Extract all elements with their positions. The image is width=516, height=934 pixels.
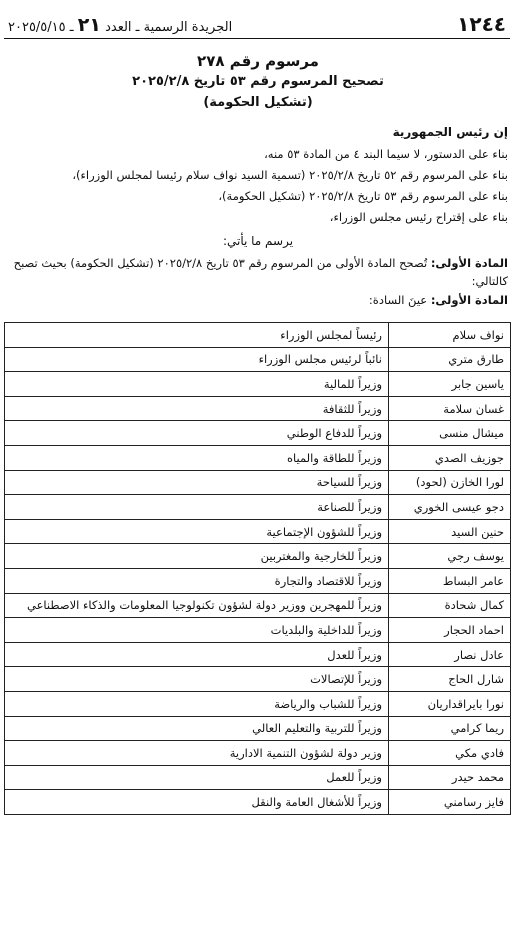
minister-role: وزيراً للطاقة والمياه	[5, 445, 389, 470]
table-row	[5, 445, 511, 470]
president-line: إن رئيس الجمهورية	[392, 125, 508, 139]
article-1-label: المادة الأولى:	[430, 256, 508, 270]
table-row	[5, 691, 511, 716]
article-2-label: المادة الأولى:	[430, 293, 508, 307]
minister-role: وزيراً للمالية	[5, 372, 389, 397]
decree-subject: (تشكيل الحكومة)	[203, 95, 313, 110]
table-row	[5, 372, 511, 397]
minister-role: وزيراً للصناعة	[5, 495, 389, 520]
journal-prefix: الجريدة الرسمية ـ العدد	[105, 20, 233, 35]
decree-title: مرسوم رقم ٢٧٨	[197, 52, 319, 70]
minister-role: وزيراً للعدل	[5, 642, 389, 667]
minister-name: كمال شحادة	[389, 593, 511, 618]
minister-name: احماد الحجار	[389, 618, 511, 643]
table-row	[5, 790, 511, 815]
minister-role: وزيراً للعمل	[5, 765, 389, 790]
minister-name: عادل نصار	[389, 642, 511, 667]
minister-name: ياسين جابر	[389, 372, 511, 397]
table-row	[5, 618, 511, 643]
minister-name: فايز رسامني	[389, 790, 511, 815]
table-row	[5, 323, 511, 348]
minister-role: وزيراً للداخلية والبلديات	[5, 618, 389, 643]
header-rule	[4, 38, 510, 39]
minister-name: محمد حيدر	[389, 765, 511, 790]
journal-name	[8, 14, 232, 36]
minister-name: فادي مكي	[389, 741, 511, 766]
minister-role: وزيراً للمهجرين ووزير دولة لشؤون تكنولوجيا المعلومات والذكاء الاصطناعي	[5, 593, 389, 618]
issue-date: ـ ٢٠٢٥/٥/١٥	[8, 20, 74, 35]
table-row	[5, 568, 511, 593]
minister-role: وزيراً للتربية والتعليم العالي	[5, 716, 389, 741]
article-1-text: تُصحح المادة الأولى من المرسوم رقم ٥٣ تاريخ ٢٠٢٥/٢/٨ (تشكيل الحكومة) بحيث تصبح كالتالي:	[13, 256, 508, 288]
table-row	[5, 470, 511, 495]
minister-name: طارق متري	[389, 347, 511, 372]
minister-name: عامر البساط	[389, 568, 511, 593]
article-2-text: عينَ السادة:	[368, 293, 428, 307]
minister-name: شارل الحاج	[389, 667, 511, 692]
table-row	[5, 347, 511, 372]
article-2	[369, 293, 508, 307]
page-header	[4, 12, 510, 38]
minister-role: نائباً لرئيس مجلس الوزراء	[5, 347, 389, 372]
table-row	[5, 495, 511, 520]
minister-role: وزيراً للخارجية والمغتربين	[5, 544, 389, 569]
table-row	[5, 421, 511, 446]
minister-role: وزير دولة لشؤون التنمية الادارية	[5, 741, 389, 766]
minister-role: وزيراً للشؤون الإجتماعية	[5, 519, 389, 544]
preamble-line: بناء على إقتراح رئيس مجلس الوزراء،	[329, 210, 508, 224]
minister-role: وزيراً للاقتصاد والتجارة	[5, 568, 389, 593]
minister-name: جوزيف الصدي	[389, 445, 511, 470]
minister-role: وزيراً للثقافة	[5, 396, 389, 421]
ministers-table	[4, 322, 511, 815]
minister-name: حنين السيد	[389, 519, 511, 544]
table-row	[5, 642, 511, 667]
minister-name: ريما كرامي	[389, 716, 511, 741]
issue-number: ٢١	[77, 14, 101, 36]
table-row	[5, 741, 511, 766]
minister-name: غسان سلامة	[389, 396, 511, 421]
minister-name: يوسف رجي	[389, 544, 511, 569]
table-row	[5, 716, 511, 741]
minister-name: ميشال منسى	[389, 421, 511, 446]
minister-role: وزيراً للإتصالات	[5, 667, 389, 692]
decree-statement: يرسم ما يأتي:	[222, 234, 294, 248]
minister-role: وزيراً للدفاع الوطني	[5, 421, 389, 446]
table-row	[5, 765, 511, 790]
table-row	[5, 593, 511, 618]
table-row	[5, 519, 511, 544]
decree-subtitle: تصحيح المرسوم رقم ٥٣ تاريخ ٢٠٢٥/٢/٨	[132, 74, 384, 89]
minister-role: وزيراً للشباب والرياضة	[5, 691, 389, 716]
minister-name: نورا بايراقداريان	[389, 691, 511, 716]
table-row	[5, 667, 511, 692]
minister-name: لورا الخازن (لحود)	[389, 470, 511, 495]
page-number: ١٢٤٤	[457, 12, 506, 36]
preamble-line: بناء على المرسوم رقم ٥٣ تاريخ ٢٠٢٥/٢/٨ (تشكيل الحكومة)،	[218, 189, 508, 203]
preamble-line: بناء على المرسوم رقم ٥٢ تاريخ ٢٠٢٥/٢/٨ (تسمية السيد نواف سلام رئيسا لمجلس الوزراء)،	[72, 168, 508, 182]
preamble-line: بناء على الدستور، لا سيما البند ٤ من المادة ٥٣ منه،	[264, 147, 508, 161]
article-1	[8, 254, 508, 290]
minister-name: نواف سلام	[389, 323, 511, 348]
minister-role: وزيراً للأشغال العامة والنقل	[5, 790, 389, 815]
table-row	[5, 544, 511, 569]
table-row	[5, 396, 511, 421]
minister-role: وزيراً للسياحة	[5, 470, 389, 495]
minister-role: رئيساً لمجلس الوزراء	[5, 323, 389, 348]
minister-name: دجو عيسى الخوري	[389, 495, 511, 520]
